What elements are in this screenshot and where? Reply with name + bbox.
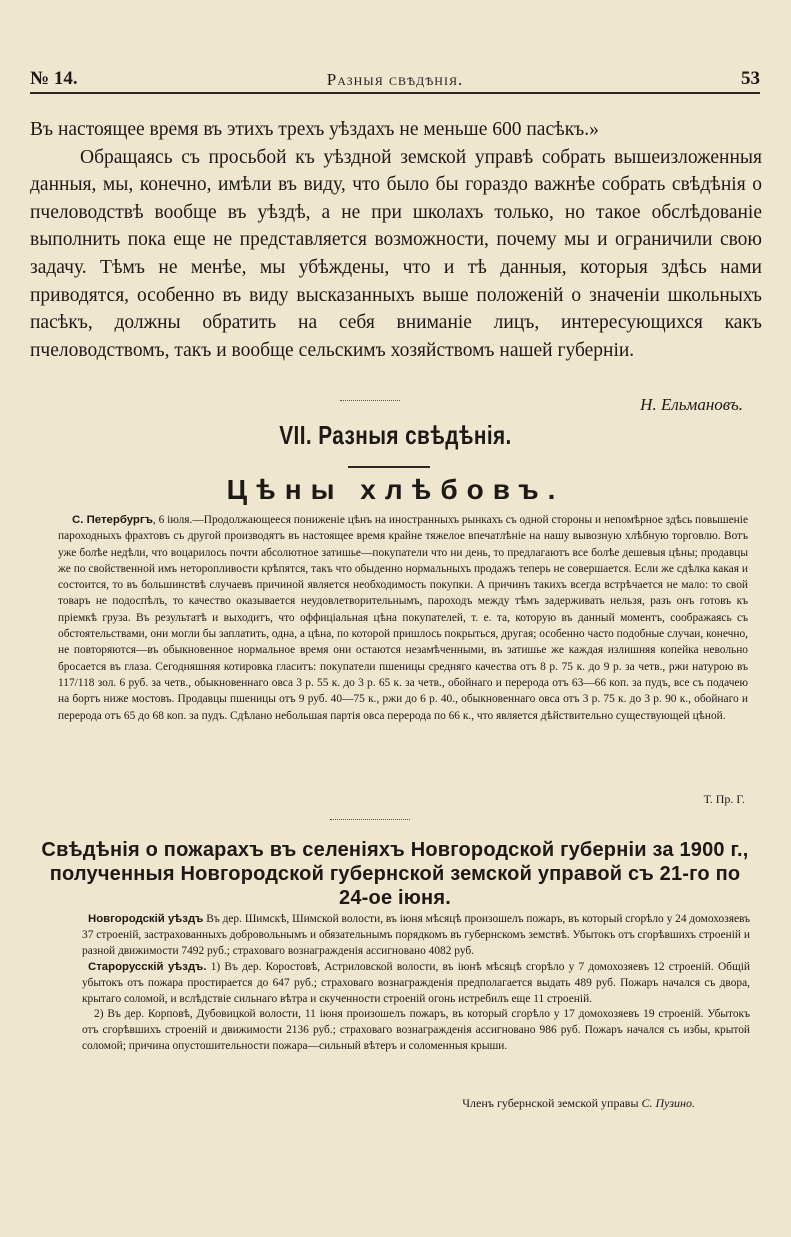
paragraph xyxy=(82,960,750,1008)
fires-heading: Свѣдѣнія о пожарахъ въ селеніяхъ Новгородской губерніи за 1900 г., полученныя Новгородской губернской земской управой съ 21-го по 24-ое іюня. xyxy=(41,839,749,909)
paragraph-text: 2) Въ дер. Корповѣ, Дубовицкой волости, 11 іюня произошелъ пожаръ, въ который сгорѣло у 17 домохозяевъ 19 строеній. Убытокъ отъ сгорѣвшихъ строеній и движимости 2136 руб.; страховаго вознагражденія ассигновано 986 руб. Пожаръ начался съ избы, крытой соломой; причина опустошительности пожара—сильный вѣтеръ и соломенныя крыши. xyxy=(82,1008,750,1053)
divider-ornament xyxy=(330,815,410,820)
signature-prices: Т. Пр. Г. xyxy=(703,792,745,806)
paragraph xyxy=(82,1007,750,1055)
paragraph-text: 1) Въ дер. Коростовѣ, Астриловской волости, въ іюнѣ мѣсяцѣ сгорѣло у 7 домохозяевъ 12 строеній. Общій убытокъ отъ пожара простирается до 647 руб.; страховаго вознагражденія предполагается выдать 489 руб. Пожаръ начался съ двора, крытаго соломой, и вслѣдствіе сильнаго вѣтра и скученности строеній огонь истребилъ еще 11 строеній. xyxy=(82,960,750,1005)
signature-role: Членъ губернской земской управы xyxy=(462,1096,642,1110)
signature-name: С. Пузино. xyxy=(641,1096,695,1110)
divider-ornament xyxy=(340,396,400,401)
issue-number: № 14. xyxy=(30,68,78,89)
paragraph-text: , 6 іюля.—Продолжающееся пониженіе цѣнъ на иностранныхъ рынкахъ съ одной стороны и непомѣрное здѣсь повышеніе пароходныхъ фрахтовъ съ другой производятъ въ настоящее время крайне тяжелое впечатлѣніе на нашу вывозную хлѣбную торговлю. Вотъ уже болѣе недѣли, что воцарилось почти абсолютное затишье—покупатели что ни день, то предлагаютъ все болѣе дешевыя цѣны; продавцы же по свойственной имъ неторопливости крѣпятся, такъ что обыденно нормальныхъ продажъ теперь не совершается. Если же сдѣлка какая и состоится, то въ большинствѣ случаевъ причиной является необходимость покупки. А причинъ такихъ всегда встрѣчается не мало: то свой товаръ не подоспѣлъ, то качество оказывается неудовлетворительнымъ, пароходъ между тѣмъ задерживать нельзя, разъ онъ готовъ къ пріемкѣ груза. Въ результатѣ и выходитъ, что оффиціальная цѣна покупателей, т. е. та, которую въ данный моментъ, соображаясь съ обстоятельствами, они могли бы заплатить, одна, а цѣна, по которой пришлось покрыться, другая; особенно часто подобные случаи, конечно, не повторяются—въ обыкновенное нормальное время они остаются незамѣченными, въ затишье же каждая излишняя копейка невольно бросается въ глаза. Сегодняшняя котировка гласитъ: покупатели пшеницы средняго качества отъ 8 р. 75 к. до 9 р. за четв., ржи натурою въ 117/118 зол. 6 руб. за четв., обыкновеннаго овса 3 р. 55 к. до 3 р. 65 к. за четв., обойнаго и перерода отъ 63—66 коп. за пудъ, все съ подачею на бортъ ниже мостовъ. Продавцы пшеницы отъ 9 руб. 40—75 к., ржи до 6 р. 40., обыкновеннаго овса отъ 3 р. 75 к. до 3 р. 90 к., обойнаго и перерода отъ 65 до 68 коп. за пудъ. Сдѣлано небольшая партія овса перерода по 66 к., что является дѣйствительно существующей цѣной. xyxy=(58,514,749,722)
lead-district: Старорусскій уѣздъ. xyxy=(88,960,207,973)
paragraph: Обращаясь съ просьбой къ уѣздной земской управѣ собрать вышеизложенныя данныя, мы, конечно, имѣли въ виду, что было бы гораздо важнѣе собрать свѣдѣнія о пчеловодствѣ вообще въ уѣздѣ, а не при школахъ только, но такое обслѣдованіе выполнить пока еще не представляется возможности, почему мы и ограничили свою задачу. Тѣмъ не менѣе, мы убѣждены, что и тѣ данныя, которыя здѣсь нами приводятся, особенно въ виду высказанныхъ выше положеній о значеніи школьныхъ пасѣкъ, должны обратить на себя вниманіе лицъ, интересующихся какъ пчеловодствомъ, такъ и вообще сельскимъ хозяйствомъ нашей губерніи. xyxy=(30,146,762,361)
signature-fires xyxy=(462,1096,695,1111)
page-header xyxy=(30,66,760,94)
paragraph xyxy=(58,512,748,724)
prices-report xyxy=(58,512,748,724)
signature-elmanov: Н. Ельмановъ. xyxy=(640,395,743,414)
article-bee-schools xyxy=(30,116,762,364)
lead-place: С. Петербургъ xyxy=(72,514,153,526)
page-number: 53 xyxy=(741,68,760,89)
paragraph: Въ настоящее время въ этихъ трехъ уѣздахъ не меньше 600 пасѣкъ.» xyxy=(30,119,599,140)
lead-district: Новгородскій уѣздъ xyxy=(88,913,204,925)
paragraph-text: Въ дер. Шимскѣ, Шимской волости, въ іюня мѣсяцѣ произошелъ пожаръ, въ который сгорѣло у 24 домохозяевъ 37 строеній, застрахованныхъ добровольнымъ и обязательнымъ порядкомъ въ губернскомъ земствѣ. Убытокъ отъ сгорѣвшихъ строеній и разной движимости 7492 руб.; страховаго вознагражденія ассигновано 4082 руб. xyxy=(82,913,750,957)
section-title: VII. Разныя свѣдѣнія. xyxy=(279,420,512,450)
prices-heading: Цѣны хлѣбовъ. xyxy=(226,474,565,505)
paragraph xyxy=(82,912,750,960)
fires-report xyxy=(82,912,750,1055)
running-title: Разныя свѣдѣнія. xyxy=(326,70,464,89)
divider-rule xyxy=(348,466,430,468)
